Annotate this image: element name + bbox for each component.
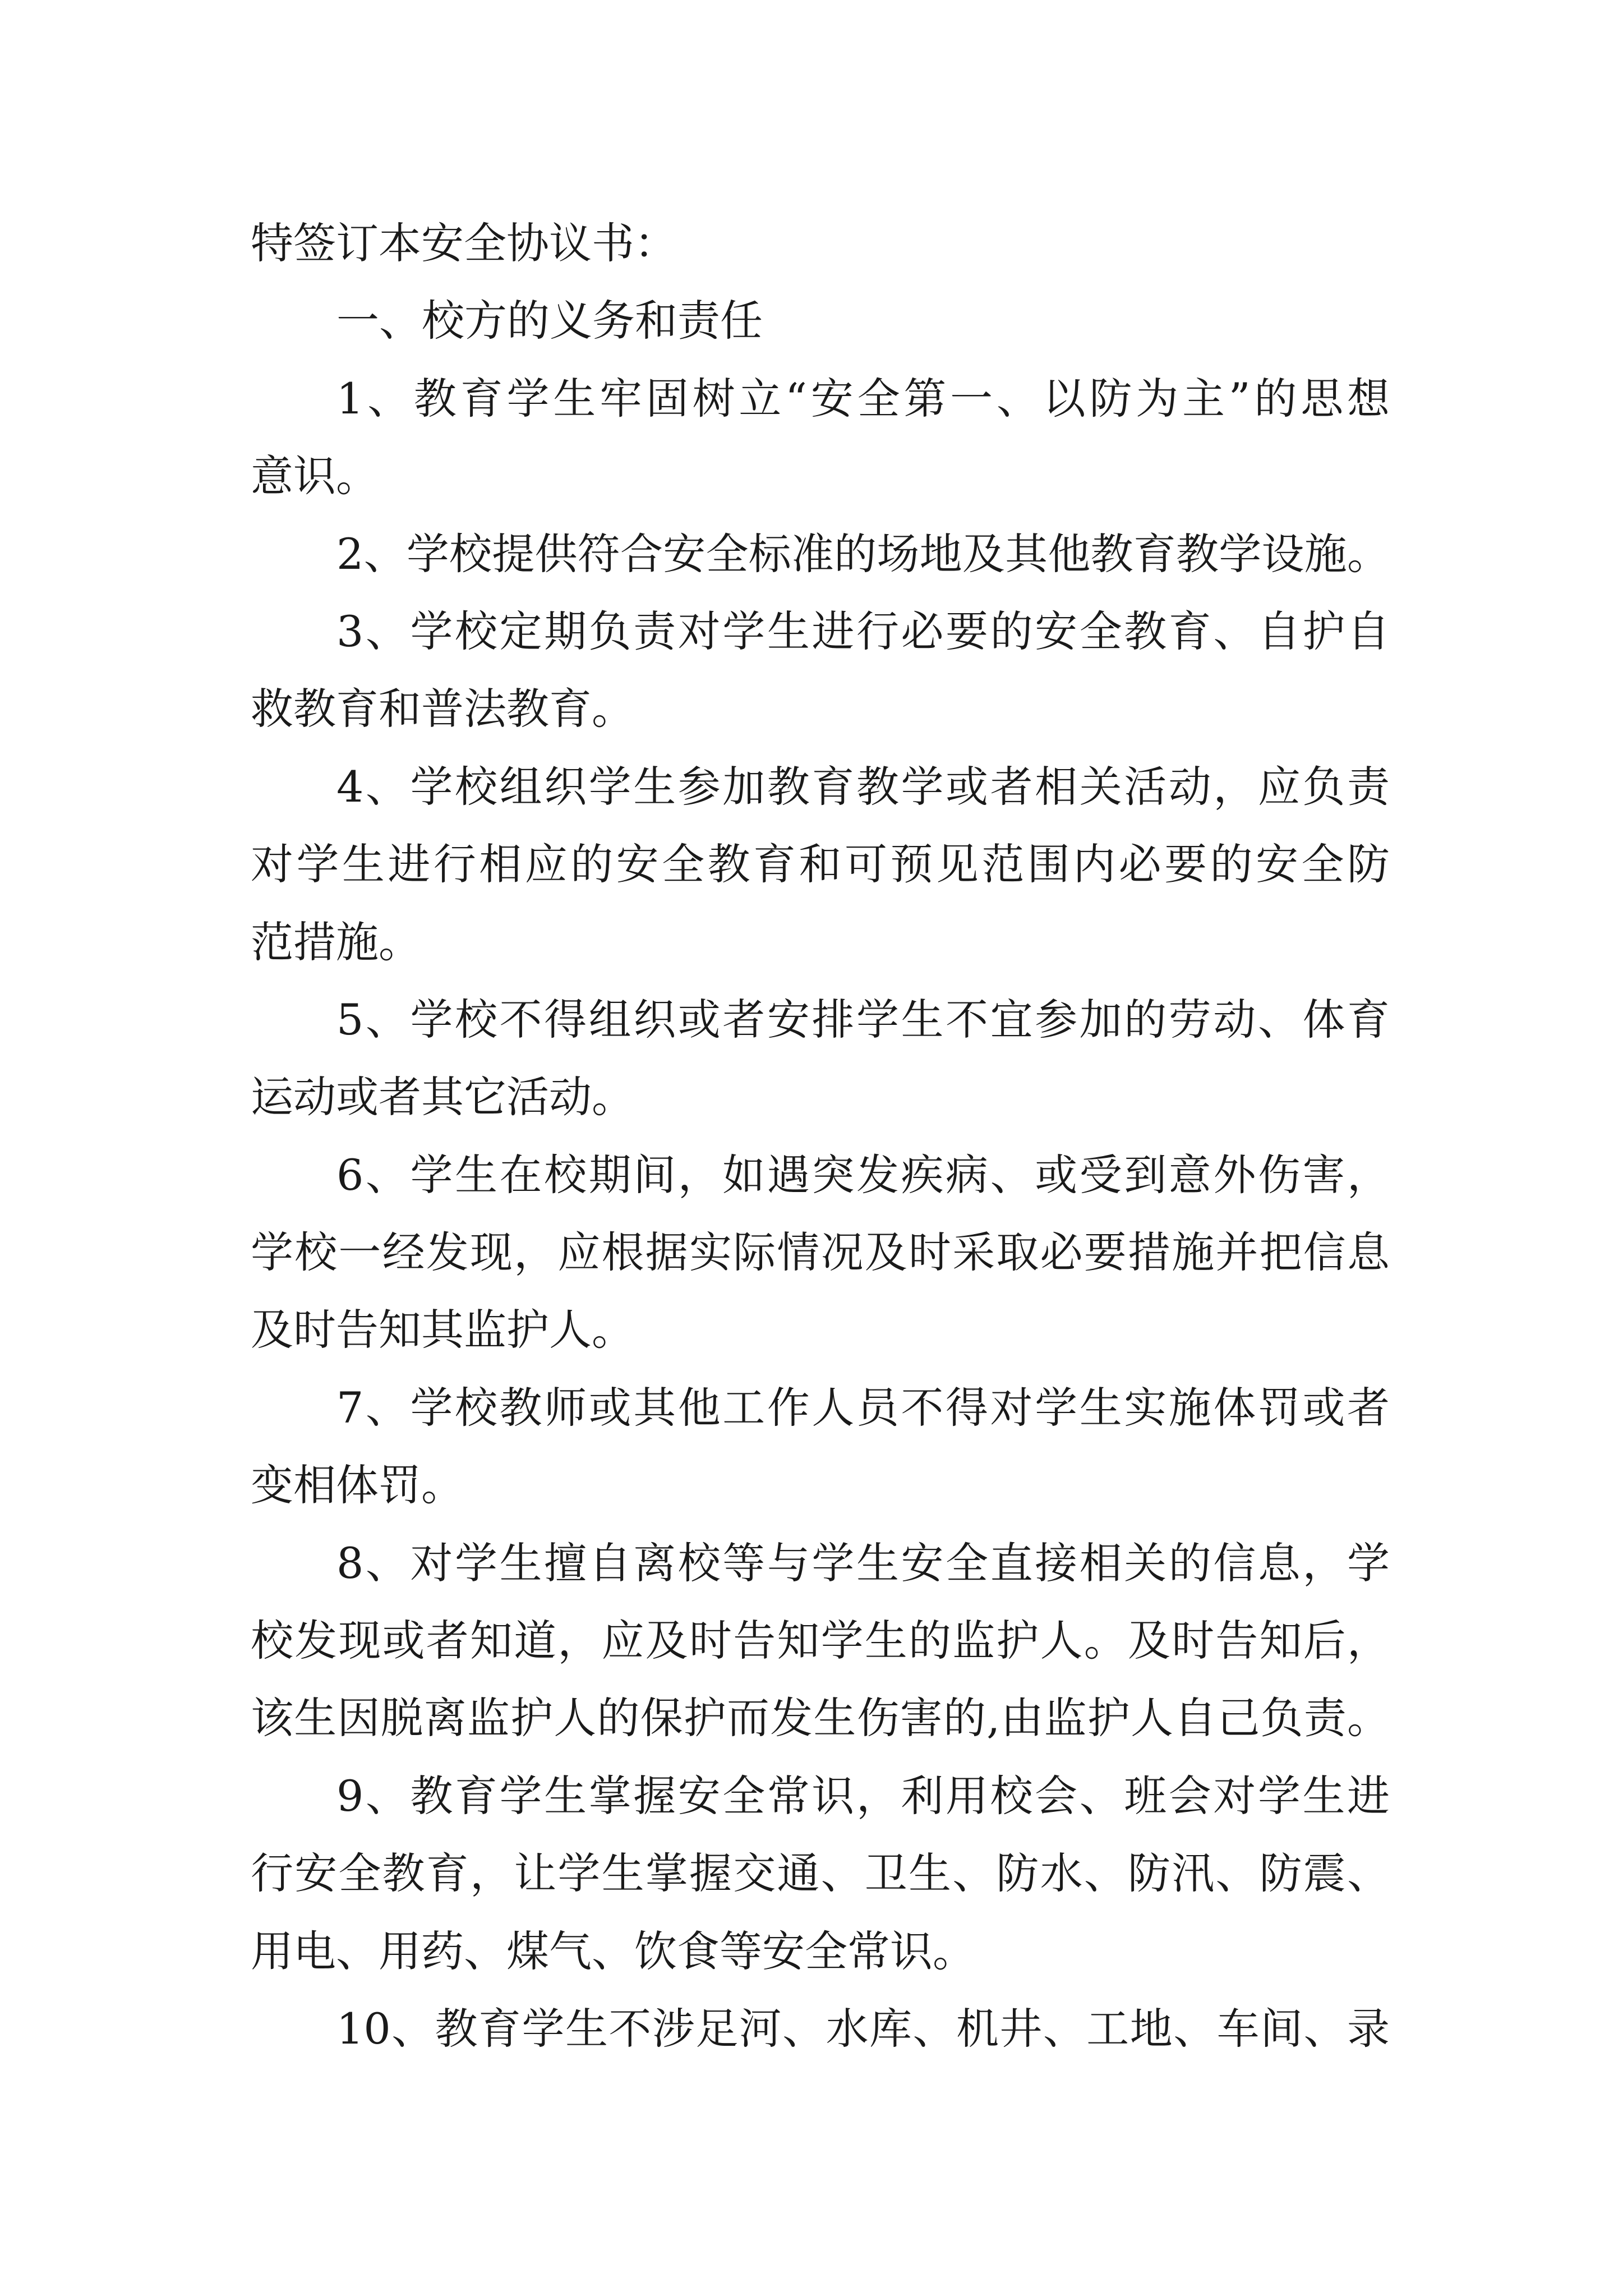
- paragraph-line: 3、学校定期负责对学生进行必要的安全教育、自护自: [336, 606, 1390, 656]
- paragraph-line: 10、教育学生不涉足河、水库、机井、工地、车间、录: [336, 2003, 1390, 2054]
- paragraph-line: 运动或者其它活动。: [251, 1072, 634, 1122]
- paragraph-line: 该生因脱离监护人的保护而发生伤害的,由监护人自己负责。: [251, 1693, 1390, 1743]
- clause-4: [251, 748, 1390, 981]
- paragraph-line: 用电、用药、煤气、饮食等安全常识。: [251, 1926, 975, 1976]
- paragraph-line: 校发现或者知道，应及时告知学生的监护人。及时告知后，: [251, 1616, 1390, 1666]
- paragraph-line: 意识。: [251, 451, 379, 501]
- clause-2: [251, 516, 1390, 593]
- paragraph-line: 范措施。: [251, 917, 421, 967]
- paragraph-line: 救教育和普法教育。: [251, 684, 634, 734]
- document-body: [251, 205, 1390, 2068]
- paragraph-line: 5、学校不得组织或者安排学生不宜参加的劳动、体育: [336, 994, 1390, 1045]
- paragraph-line: 8、对学生擅自离校等与学生安全直接相关的信息，学: [336, 1538, 1390, 1588]
- paragraph-line: 变相体罚。: [251, 1460, 464, 1511]
- paragraph-line: 学校一经发现，应根据实际情况及时采取必要措施并把信息: [251, 1227, 1390, 1278]
- paragraph-line: 特签订本安全协议书：: [251, 218, 677, 268]
- paragraph-line: 行安全教育，让学生掌握交通、卫生、防水、防汛、防震、: [251, 1848, 1390, 1899]
- clause-1: [251, 360, 1390, 516]
- paragraph-line: 4、学校组织学生参加教育教学或者相关活动，应负责: [336, 761, 1390, 812]
- preamble-paragraph: [251, 205, 1390, 282]
- paragraph-line: 9、教育学生掌握安全常识，利用校会、班会对学生进: [336, 1770, 1390, 1821]
- paragraph-line: 2、学校提供符合安全标准的场地及其他教育教学设施。: [336, 528, 1390, 579]
- paragraph-line: 对学生进行相应的安全教育和可预见范围内必要的安全防: [251, 839, 1390, 890]
- section-heading-text: 一、校方的义务和责任: [336, 296, 763, 346]
- paragraph-line: 7、学校教师或其他工作人员不得对学生实施体罚或者: [336, 1382, 1390, 1433]
- clause-9: [251, 1757, 1390, 1990]
- clause-5: [251, 981, 1390, 1137]
- clause-7: [251, 1369, 1390, 1525]
- section-heading: [251, 282, 1390, 360]
- paragraph-line: 1、教育学生牢固树立“安全第一、以防为主”的思想: [336, 373, 1390, 424]
- clause-10: [251, 1990, 1390, 2068]
- clause-3: [251, 593, 1390, 748]
- paragraph-line: 6、学生在校期间，如遇突发疾病、或受到意外伤害，: [336, 1149, 1390, 1200]
- clause-6: [251, 1137, 1390, 1369]
- clause-8: [251, 1525, 1390, 1757]
- paragraph-line: 及时告知其监护人。: [251, 1305, 634, 1355]
